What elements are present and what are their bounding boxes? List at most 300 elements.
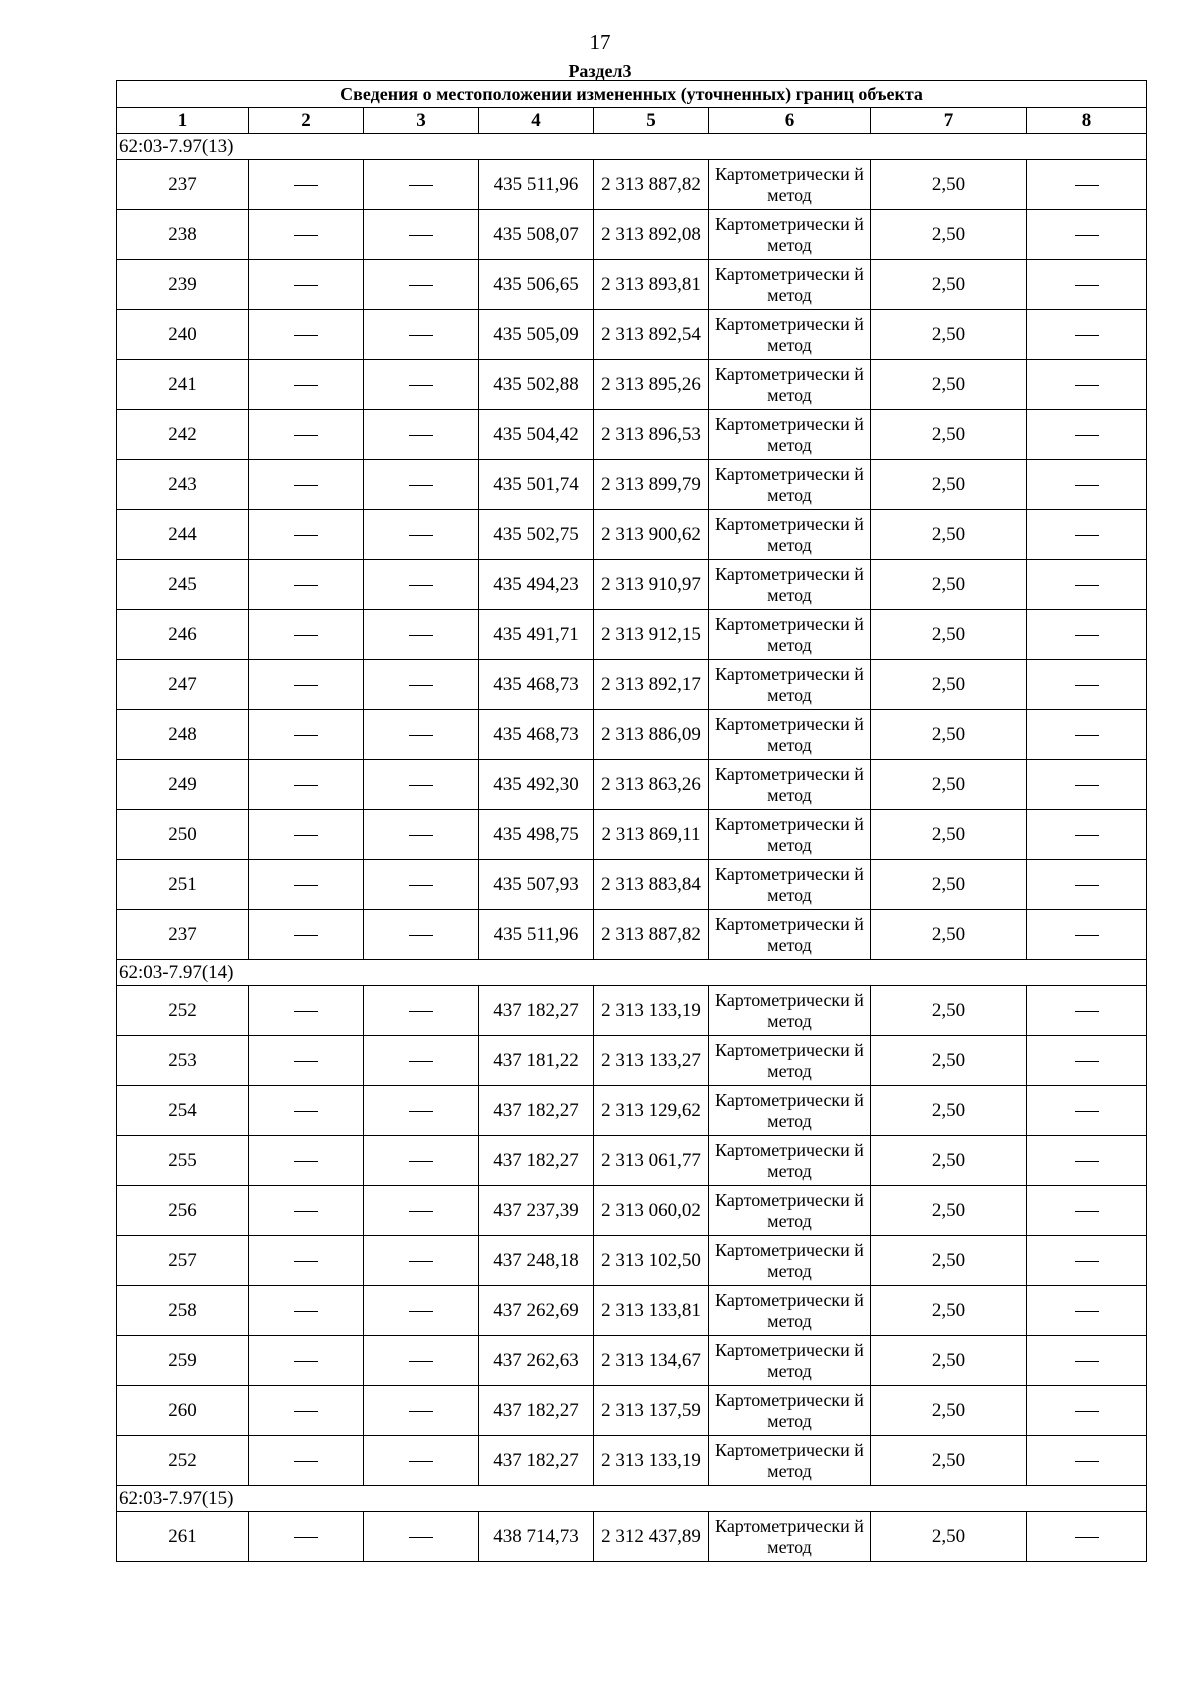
dash-placeholder <box>294 435 318 436</box>
accuracy-cell: 2,50 <box>871 1286 1027 1336</box>
accuracy-cell: 2,50 <box>871 1086 1027 1136</box>
cell-col-2 <box>249 660 364 710</box>
accuracy-cell: 2,50 <box>871 1036 1027 1086</box>
method-cell: Картометрически й метод <box>709 410 871 460</box>
table-row <box>117 510 1147 560</box>
dash-placeholder <box>294 1161 318 1162</box>
dash-placeholder <box>294 235 318 236</box>
dash-placeholder <box>409 1361 433 1362</box>
point-number-cell: 251 <box>117 860 249 910</box>
dash-placeholder <box>294 685 318 686</box>
dash-placeholder <box>409 1311 433 1312</box>
dash-placeholder <box>1075 835 1099 836</box>
method-cell: Картометрически й метод <box>709 810 871 860</box>
cell-col-8 <box>1027 1236 1147 1286</box>
coordinate-y-cell: 2 313 133,27 <box>594 1036 709 1086</box>
method-cell: Картометрически й метод <box>709 460 871 510</box>
column-header: 4 <box>479 108 594 134</box>
cell-col-8 <box>1027 1336 1147 1386</box>
accuracy-cell: 2,50 <box>871 260 1027 310</box>
accuracy-cell: 2,50 <box>871 810 1027 860</box>
accuracy-cell: 2,50 <box>871 1336 1027 1386</box>
point-number-cell: 245 <box>117 560 249 610</box>
method-cell: Картометрически й метод <box>709 710 871 760</box>
coordinate-x-cell: 437 182,27 <box>479 1086 594 1136</box>
dash-placeholder <box>294 635 318 636</box>
group-label: 62:03-7.97(15) <box>117 1486 1147 1512</box>
cell-col-2 <box>249 1336 364 1386</box>
method-cell: Картометрически й метод <box>709 360 871 410</box>
dash-placeholder <box>1075 1211 1099 1212</box>
method-cell: Картометрически й метод <box>709 1036 871 1086</box>
table-row <box>117 260 1147 310</box>
dash-placeholder <box>1075 785 1099 786</box>
method-cell: Картометрически й метод <box>709 1436 871 1486</box>
accuracy-cell: 2,50 <box>871 510 1027 560</box>
cell-col-3 <box>364 910 479 960</box>
cell-col-2 <box>249 860 364 910</box>
table-caption: Сведения о местоположении измененных (уточненных) границ объекта <box>117 81 1147 108</box>
dash-placeholder <box>409 635 433 636</box>
dash-placeholder <box>294 185 318 186</box>
table-row <box>117 1036 1147 1086</box>
cell-col-3 <box>364 986 479 1036</box>
accuracy-cell: 2,50 <box>871 986 1027 1036</box>
coordinate-y-cell: 2 313 912,15 <box>594 610 709 660</box>
cell-col-8 <box>1027 460 1147 510</box>
accuracy-cell: 2,50 <box>871 910 1027 960</box>
dash-placeholder <box>1075 335 1099 336</box>
point-number-cell: 239 <box>117 260 249 310</box>
coordinate-x-cell: 437 248,18 <box>479 1236 594 1286</box>
point-number-cell: 253 <box>117 1036 249 1086</box>
point-number-cell: 252 <box>117 1436 249 1486</box>
cell-col-8 <box>1027 510 1147 560</box>
cell-col-2 <box>249 160 364 210</box>
cell-col-2 <box>249 1436 364 1486</box>
column-header: 6 <box>709 108 871 134</box>
cell-col-8 <box>1027 910 1147 960</box>
dash-placeholder <box>294 1411 318 1412</box>
accuracy-cell: 2,50 <box>871 760 1027 810</box>
cell-col-8 <box>1027 1186 1147 1236</box>
coordinate-y-cell: 2 313 887,82 <box>594 910 709 960</box>
table-row <box>117 610 1147 660</box>
table-row <box>117 310 1147 360</box>
dash-placeholder <box>1075 1361 1099 1362</box>
dash-placeholder <box>294 485 318 486</box>
dash-placeholder <box>294 1311 318 1312</box>
section-title: Раздел3 <box>568 61 632 81</box>
method-cell: Картометрически й метод <box>709 986 871 1036</box>
cell-col-8 <box>1027 260 1147 310</box>
dash-placeholder <box>409 685 433 686</box>
coordinate-y-cell: 2 313 892,08 <box>594 210 709 260</box>
cell-col-8 <box>1027 1436 1147 1486</box>
cell-col-3 <box>364 560 479 610</box>
table-row <box>117 760 1147 810</box>
coordinate-y-cell: 2 313 133,19 <box>594 1436 709 1486</box>
cell-col-3 <box>364 410 479 460</box>
dash-placeholder <box>409 235 433 236</box>
dash-placeholder <box>409 435 433 436</box>
dash-placeholder <box>1075 235 1099 236</box>
accuracy-cell: 2,50 <box>871 360 1027 410</box>
table-row <box>117 810 1147 860</box>
table-row <box>117 1086 1147 1136</box>
coordinate-x-cell: 435 498,75 <box>479 810 594 860</box>
point-number-cell: 237 <box>117 910 249 960</box>
dash-placeholder <box>1075 1111 1099 1112</box>
column-header: 1 <box>117 108 249 134</box>
coordinate-y-cell: 2 313 863,26 <box>594 760 709 810</box>
dash-placeholder <box>294 535 318 536</box>
table-row <box>117 460 1147 510</box>
dash-placeholder <box>409 185 433 186</box>
cell-col-8 <box>1027 410 1147 460</box>
dash-placeholder <box>294 1011 318 1012</box>
dash-placeholder <box>409 1011 433 1012</box>
cell-col-3 <box>364 510 479 560</box>
cell-col-8 <box>1027 1136 1147 1186</box>
table-row <box>117 360 1147 410</box>
dash-placeholder <box>294 385 318 386</box>
coordinate-x-cell: 435 505,09 <box>479 310 594 360</box>
accuracy-cell: 2,50 <box>871 610 1027 660</box>
dash-placeholder <box>1075 1411 1099 1412</box>
coordinate-x-cell: 437 262,63 <box>479 1336 594 1386</box>
cell-col-3 <box>364 260 479 310</box>
dash-placeholder <box>409 835 433 836</box>
table-row <box>117 1512 1147 1562</box>
method-cell: Картометрически й метод <box>709 860 871 910</box>
dash-placeholder <box>409 535 433 536</box>
point-number-cell: 247 <box>117 660 249 710</box>
coordinate-x-cell: 437 182,27 <box>479 1136 594 1186</box>
point-number-cell: 248 <box>117 710 249 760</box>
column-header: 7 <box>871 108 1027 134</box>
page-number: 17 <box>589 30 611 54</box>
coordinate-x-cell: 435 491,71 <box>479 610 594 660</box>
dash-placeholder <box>294 335 318 336</box>
accuracy-cell: 2,50 <box>871 560 1027 610</box>
point-number-cell: 257 <box>117 1236 249 1286</box>
dash-placeholder <box>1075 1311 1099 1312</box>
dash-placeholder <box>409 485 433 486</box>
cell-col-2 <box>249 310 364 360</box>
cell-col-2 <box>249 1236 364 1286</box>
point-number-cell: 237 <box>117 160 249 210</box>
cell-col-2 <box>249 1186 364 1236</box>
accuracy-cell: 2,50 <box>871 1386 1027 1436</box>
cell-col-8 <box>1027 660 1147 710</box>
cell-col-8 <box>1027 1286 1147 1336</box>
coordinate-y-cell: 2 313 060,02 <box>594 1186 709 1236</box>
coordinate-x-cell: 435 511,96 <box>479 910 594 960</box>
method-cell: Картометрически й метод <box>709 210 871 260</box>
coordinate-x-cell: 437 237,39 <box>479 1186 594 1236</box>
dash-placeholder <box>1075 1261 1099 1262</box>
accuracy-cell: 2,50 <box>871 210 1027 260</box>
cell-col-2 <box>249 260 364 310</box>
method-cell: Картометрически й метод <box>709 1386 871 1436</box>
coordinate-x-cell: 438 714,73 <box>479 1512 594 1562</box>
dash-placeholder <box>1075 1011 1099 1012</box>
accuracy-cell: 2,50 <box>871 1512 1027 1562</box>
cell-col-2 <box>249 510 364 560</box>
coordinate-x-cell: 435 506,65 <box>479 260 594 310</box>
method-cell: Картометрически й метод <box>709 760 871 810</box>
dash-placeholder <box>1075 285 1099 286</box>
point-number-cell: 244 <box>117 510 249 560</box>
table-caption-row <box>117 81 1147 108</box>
cell-col-2 <box>249 1386 364 1436</box>
cell-col-3 <box>364 1436 479 1486</box>
column-header: 5 <box>594 108 709 134</box>
table-header-row <box>117 108 1147 134</box>
group-label: 62:03-7.97(13) <box>117 134 1147 160</box>
coordinate-x-cell: 437 182,27 <box>479 986 594 1036</box>
cell-col-3 <box>364 210 479 260</box>
point-number-cell: 254 <box>117 1086 249 1136</box>
cell-col-3 <box>364 1336 479 1386</box>
coordinate-y-cell: 2 313 134,67 <box>594 1336 709 1386</box>
cell-col-8 <box>1027 986 1147 1036</box>
dash-placeholder <box>1075 585 1099 586</box>
coordinate-y-cell: 2 313 137,59 <box>594 1386 709 1436</box>
dash-placeholder <box>409 1411 433 1412</box>
cell-col-2 <box>249 760 364 810</box>
dash-placeholder <box>409 1111 433 1112</box>
dash-placeholder <box>1075 435 1099 436</box>
table-row <box>117 710 1147 760</box>
cell-col-8 <box>1027 760 1147 810</box>
cell-col-8 <box>1027 810 1147 860</box>
coordinate-x-cell: 435 504,42 <box>479 410 594 460</box>
coordinate-x-cell: 437 182,27 <box>479 1436 594 1486</box>
table-row <box>117 1286 1147 1336</box>
table-row <box>117 910 1147 960</box>
coordinate-y-cell: 2 313 886,09 <box>594 710 709 760</box>
cell-col-8 <box>1027 1086 1147 1136</box>
point-number-cell: 249 <box>117 760 249 810</box>
point-number-cell: 240 <box>117 310 249 360</box>
table-row <box>117 210 1147 260</box>
dash-placeholder <box>409 285 433 286</box>
dash-placeholder <box>294 1211 318 1212</box>
cell-col-8 <box>1027 860 1147 910</box>
table-row <box>117 986 1147 1036</box>
point-number-cell: 238 <box>117 210 249 260</box>
accuracy-cell: 2,50 <box>871 710 1027 760</box>
column-header: 3 <box>364 108 479 134</box>
cell-col-2 <box>249 1086 364 1136</box>
dash-placeholder <box>1075 735 1099 736</box>
point-number-cell: 259 <box>117 1336 249 1386</box>
coordinate-y-cell: 2 313 133,81 <box>594 1286 709 1336</box>
cell-col-3 <box>364 1236 479 1286</box>
method-cell: Картометрически й метод <box>709 660 871 710</box>
table-row <box>117 1186 1147 1236</box>
cell-col-3 <box>364 860 479 910</box>
cell-col-8 <box>1027 710 1147 760</box>
column-header: 8 <box>1027 108 1147 134</box>
coordinate-y-cell: 2 313 887,82 <box>594 160 709 210</box>
dash-placeholder <box>294 585 318 586</box>
cell-col-3 <box>364 1186 479 1236</box>
method-cell: Картометрически й метод <box>709 1512 871 1562</box>
cell-col-2 <box>249 360 364 410</box>
cell-col-3 <box>364 460 479 510</box>
method-cell: Картометрически й метод <box>709 1186 871 1236</box>
dash-placeholder <box>294 1111 318 1112</box>
method-cell: Картометрически й метод <box>709 560 871 610</box>
group-row <box>117 1486 1147 1512</box>
cell-col-8 <box>1027 1386 1147 1436</box>
dash-placeholder <box>1075 1537 1099 1538</box>
coordinate-x-cell: 435 511,96 <box>479 160 594 210</box>
cell-col-2 <box>249 986 364 1036</box>
accuracy-cell: 2,50 <box>871 310 1027 360</box>
coordinate-y-cell: 2 313 893,81 <box>594 260 709 310</box>
coordinate-y-cell: 2 313 892,54 <box>594 310 709 360</box>
coordinate-x-cell: 435 502,75 <box>479 510 594 560</box>
coordinate-x-cell: 435 507,93 <box>479 860 594 910</box>
dash-placeholder <box>409 585 433 586</box>
table-row <box>117 1386 1147 1436</box>
dash-placeholder <box>1075 485 1099 486</box>
point-number-cell: 242 <box>117 410 249 460</box>
point-number-cell: 256 <box>117 1186 249 1236</box>
dash-placeholder <box>1075 535 1099 536</box>
dash-placeholder <box>294 735 318 736</box>
cell-col-8 <box>1027 1512 1147 1562</box>
dash-placeholder <box>1075 1061 1099 1062</box>
dash-placeholder <box>294 885 318 886</box>
cell-col-3 <box>364 160 479 210</box>
cell-col-3 <box>364 360 479 410</box>
dash-placeholder <box>1075 635 1099 636</box>
coordinate-x-cell: 437 181,22 <box>479 1036 594 1086</box>
cell-col-2 <box>249 610 364 660</box>
group-row <box>117 134 1147 160</box>
dash-placeholder <box>294 1261 318 1262</box>
coordinate-y-cell: 2 313 869,11 <box>594 810 709 860</box>
point-number-cell: 258 <box>117 1286 249 1336</box>
coordinate-y-cell: 2 313 061,77 <box>594 1136 709 1186</box>
method-cell: Картометрически й метод <box>709 1236 871 1286</box>
method-cell: Картометрически й метод <box>709 260 871 310</box>
dash-placeholder <box>294 935 318 936</box>
cell-col-8 <box>1027 160 1147 210</box>
dash-placeholder <box>294 1461 318 1462</box>
method-cell: Картометрически й метод <box>709 1286 871 1336</box>
dash-placeholder <box>1075 685 1099 686</box>
table-row <box>117 160 1147 210</box>
point-number-cell: 246 <box>117 610 249 660</box>
cell-col-2 <box>249 910 364 960</box>
cell-col-3 <box>364 310 479 360</box>
dash-placeholder <box>409 1161 433 1162</box>
dash-placeholder <box>409 385 433 386</box>
coordinate-x-cell: 437 262,69 <box>479 1286 594 1336</box>
table-row <box>117 1236 1147 1286</box>
coordinate-x-cell: 435 508,07 <box>479 210 594 260</box>
cell-col-8 <box>1027 360 1147 410</box>
cell-col-3 <box>364 710 479 760</box>
method-cell: Картометрически й метод <box>709 510 871 560</box>
cell-col-2 <box>249 1036 364 1086</box>
cell-col-3 <box>364 1086 479 1136</box>
accuracy-cell: 2,50 <box>871 1136 1027 1186</box>
coordinate-x-cell: 435 468,73 <box>479 710 594 760</box>
method-cell: Картометрически й метод <box>709 610 871 660</box>
coordinate-y-cell: 2 313 900,62 <box>594 510 709 560</box>
cell-col-3 <box>364 1136 479 1186</box>
cell-col-3 <box>364 1512 479 1562</box>
coordinate-x-cell: 437 182,27 <box>479 1386 594 1436</box>
dash-placeholder <box>294 1537 318 1538</box>
coordinate-x-cell: 435 494,23 <box>479 560 594 610</box>
dash-placeholder <box>409 935 433 936</box>
coordinate-y-cell: 2 313 102,50 <box>594 1236 709 1286</box>
cell-col-8 <box>1027 210 1147 260</box>
cell-col-2 <box>249 560 364 610</box>
accuracy-cell: 2,50 <box>871 1236 1027 1286</box>
method-cell: Картометрически й метод <box>709 910 871 960</box>
cell-col-3 <box>364 810 479 860</box>
cell-col-8 <box>1027 560 1147 610</box>
coordinates-table <box>116 80 1147 1562</box>
method-cell: Картометрически й метод <box>709 1336 871 1386</box>
cell-col-8 <box>1027 310 1147 360</box>
table-row <box>117 860 1147 910</box>
coordinate-y-cell: 2 313 133,19 <box>594 986 709 1036</box>
accuracy-cell: 2,50 <box>871 1436 1027 1486</box>
dash-placeholder <box>409 885 433 886</box>
cell-col-2 <box>249 410 364 460</box>
dash-placeholder <box>409 1061 433 1062</box>
cell-col-8 <box>1027 610 1147 660</box>
dash-placeholder <box>409 1537 433 1538</box>
dash-placeholder <box>1075 185 1099 186</box>
group-label: 62:03-7.97(14) <box>117 960 1147 986</box>
dash-placeholder <box>294 785 318 786</box>
cell-col-3 <box>364 1286 479 1336</box>
coordinate-x-cell: 435 492,30 <box>479 760 594 810</box>
coordinate-y-cell: 2 312 437,89 <box>594 1512 709 1562</box>
table-row <box>117 1436 1147 1486</box>
dash-placeholder <box>409 1461 433 1462</box>
coordinate-y-cell: 2 313 895,26 <box>594 360 709 410</box>
dash-placeholder <box>409 335 433 336</box>
dash-placeholder <box>409 1261 433 1262</box>
coordinate-y-cell: 2 313 899,79 <box>594 460 709 510</box>
dash-placeholder <box>294 1361 318 1362</box>
table-row <box>117 410 1147 460</box>
cell-col-3 <box>364 1386 479 1436</box>
method-cell: Картометрически й метод <box>709 160 871 210</box>
coordinate-x-cell: 435 501,74 <box>479 460 594 510</box>
point-number-cell: 252 <box>117 986 249 1036</box>
dash-placeholder <box>409 735 433 736</box>
point-number-cell: 241 <box>117 360 249 410</box>
cell-col-2 <box>249 210 364 260</box>
table-row <box>117 1136 1147 1186</box>
coordinate-x-cell: 435 502,88 <box>479 360 594 410</box>
group-row <box>117 960 1147 986</box>
column-header: 2 <box>249 108 364 134</box>
